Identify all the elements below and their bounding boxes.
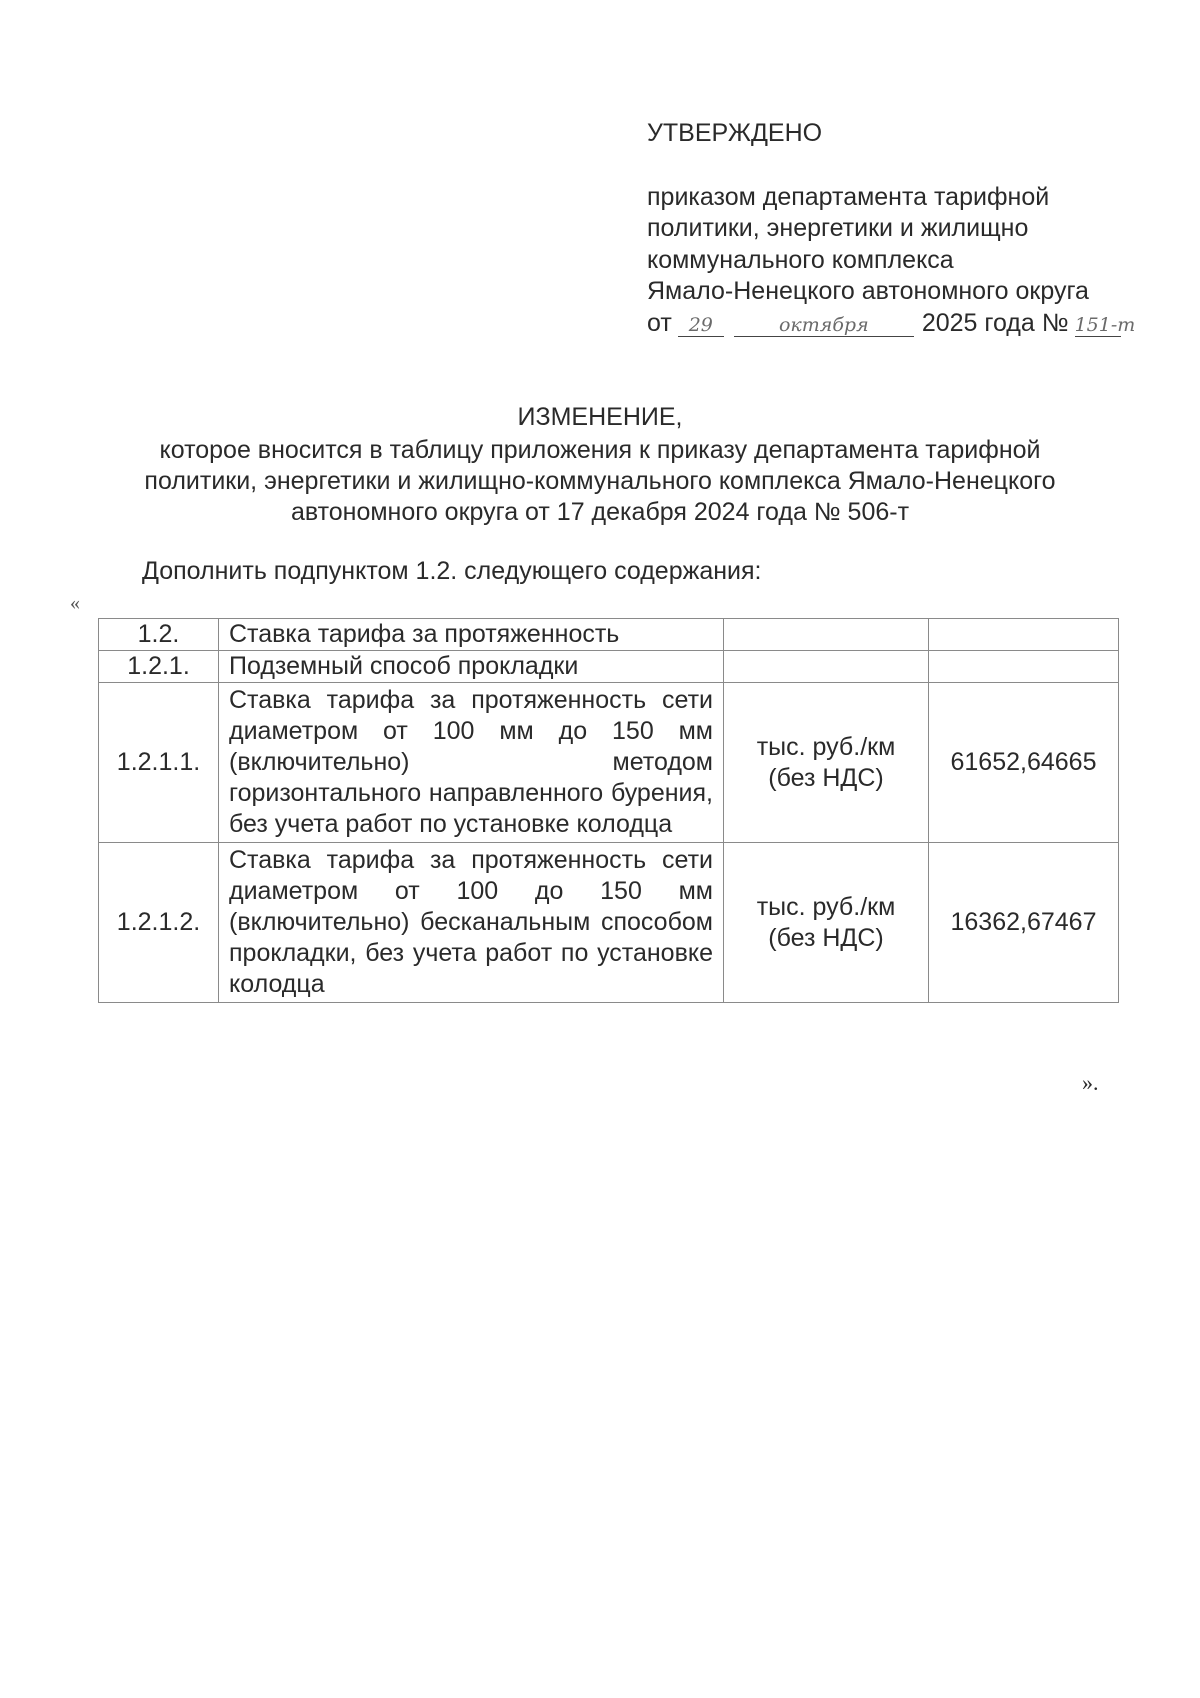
row-name: Ставка тарифа за протяженность сети диаметром от 100 мм до 150 мм (включительно) методом горизонтального направленного бурения, без учета работ по установке колодца	[219, 683, 724, 843]
row-value: 61652,64665	[929, 683, 1119, 843]
table-row	[99, 843, 1119, 1003]
table-row	[99, 619, 1119, 651]
row-value	[929, 619, 1119, 651]
row-name: Ставка тарифа за протяженность сети диаметром от 100 до 150 мм (включительно) бесканальным способом прокладки, без учета работ по установке колодца	[219, 843, 724, 1003]
row-unit	[724, 619, 929, 651]
row-name: Ставка тарифа за протяженность	[219, 619, 724, 651]
handwritten-month: октября	[734, 312, 914, 337]
approval-stamp: УТВЕРЖДЕНО	[647, 119, 823, 147]
approval-date-line	[647, 308, 1167, 340]
date-prefix: от	[647, 308, 672, 337]
tariff-table	[98, 618, 1119, 1003]
row-unit: тыс. руб./км (без НДС)	[724, 843, 929, 1003]
row-unit	[724, 651, 929, 683]
approval-line: политики, энергетики и жилищно	[647, 214, 1029, 242]
title-line: политики, энергетики и жилищно-коммунального комплекса Ямало-Ненецкого	[144, 467, 1056, 495]
row-name: Подземный способ прокладки	[219, 651, 724, 683]
intro-text: Дополнить подпунктом 1.2. следующего содержания:	[142, 557, 762, 585]
quote-close: ».	[1082, 1070, 1099, 1095]
row-number: 1.2.1.1.	[99, 683, 219, 843]
approval-line: приказом департамента тарифной	[647, 182, 1050, 211]
row-unit: тыс. руб./км (без НДС)	[724, 683, 929, 843]
approval-line: Ямало-Ненецкого автономного округа	[647, 277, 1089, 305]
handwritten-day: 29	[678, 312, 724, 337]
row-value: 16362,67467	[929, 843, 1119, 1003]
date-year: 2025 года №	[921, 308, 1069, 337]
quote-open: «	[70, 592, 80, 614]
approval-block	[647, 118, 1167, 339]
row-number: 1.2.	[99, 619, 219, 651]
row-value	[929, 651, 1119, 683]
table-row	[99, 651, 1119, 683]
document-title	[60, 402, 1140, 528]
approval-line: коммунального комплекса	[647, 245, 954, 274]
row-number: 1.2.1.2.	[99, 843, 219, 1003]
handwritten-order-number: 151-т	[1074, 313, 1136, 336]
title-line: автономного округа от 17 декабря 2024 года № 506-т	[290, 498, 910, 526]
row-number: 1.2.1.	[99, 651, 219, 683]
title-line: которое вносится в таблицу приложения к приказу департамента тарифной	[159, 436, 1041, 464]
title-heading: ИЗМЕНЕНИЕ,	[517, 403, 683, 431]
table-row	[99, 683, 1119, 843]
